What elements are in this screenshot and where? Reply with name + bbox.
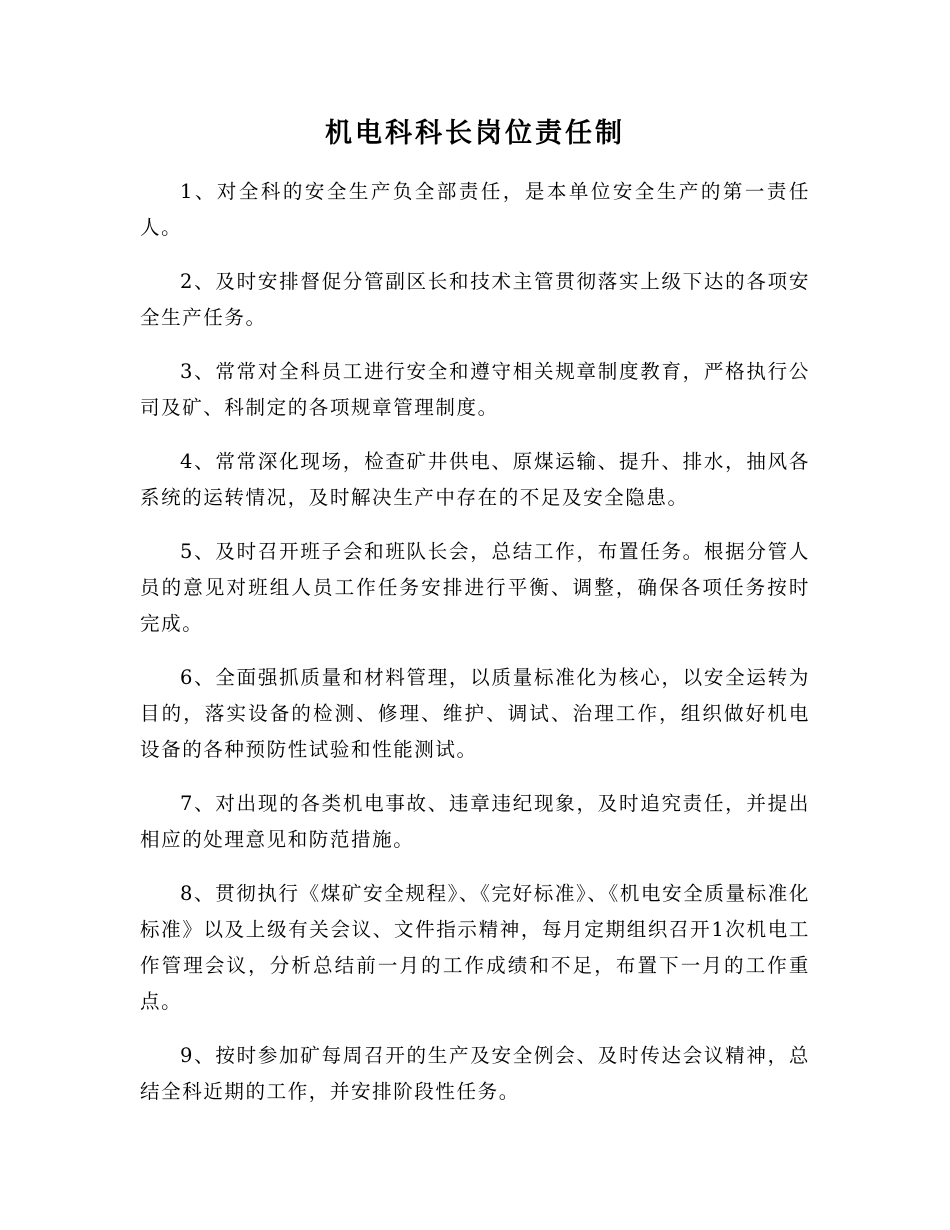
paragraph-5: 5、及时召开班子会和班队长会，总结工作，布置任务。根据分管人员的意见对班组人员工作任务安排进行平衡、调整，确保各项任务按时完成。 (140, 540, 810, 635)
paragraph-7: 7、对出现的各类机电事故、违章违纪现象，及时追究责任，并提出相应的处理意见和防范措施。 (140, 792, 810, 851)
paragraph-8: 8、贯彻执行《煤矿安全规程》、《完好标准》、《机电安全质量标准化标准》以及上级有关会议、文件指示精神，每月定期组织召开1次机电工作管理会议，分析总结前一月的工作成绩和不足，布置下一月的工作重点。 (140, 882, 810, 1013)
paragraph-2: 2、及时安排督促分管副区长和技术主管贯彻落实上级下达的各项安全生产任务。 (140, 270, 810, 329)
paragraph-9: 9、按时参加矿每周召开的生产及安全例会、及时传达会议精神，总结全科近期的工作，并安排阶段性任务。 (140, 1044, 810, 1103)
document-title: 机电科科长岗位责任制 (325, 118, 625, 149)
paragraph-3: 3、常常对全科员工进行安全和遵守相关规章制度教育，严格执行公司及矿、科制定的各项规章管理制度。 (140, 360, 810, 419)
paragraph-6: 6、全面强抓质量和材料管理，以质量标准化为核心，以安全运转为目的，落实设备的检测、修理、维护、调试、治理工作，组织做好机电设备的各种预防性试验和性能测试。 (140, 666, 810, 761)
paragraph-1: 1、对全科的安全生产负全部责任，是本单位安全生产的第一责任人。 (140, 180, 810, 239)
paragraph-4: 4、常常深化现场，检查矿井供电、原煤运输、提升、排水，抽风各系统的运转情况，及时解决生产中存在的不足及安全隐患。 (140, 450, 810, 509)
